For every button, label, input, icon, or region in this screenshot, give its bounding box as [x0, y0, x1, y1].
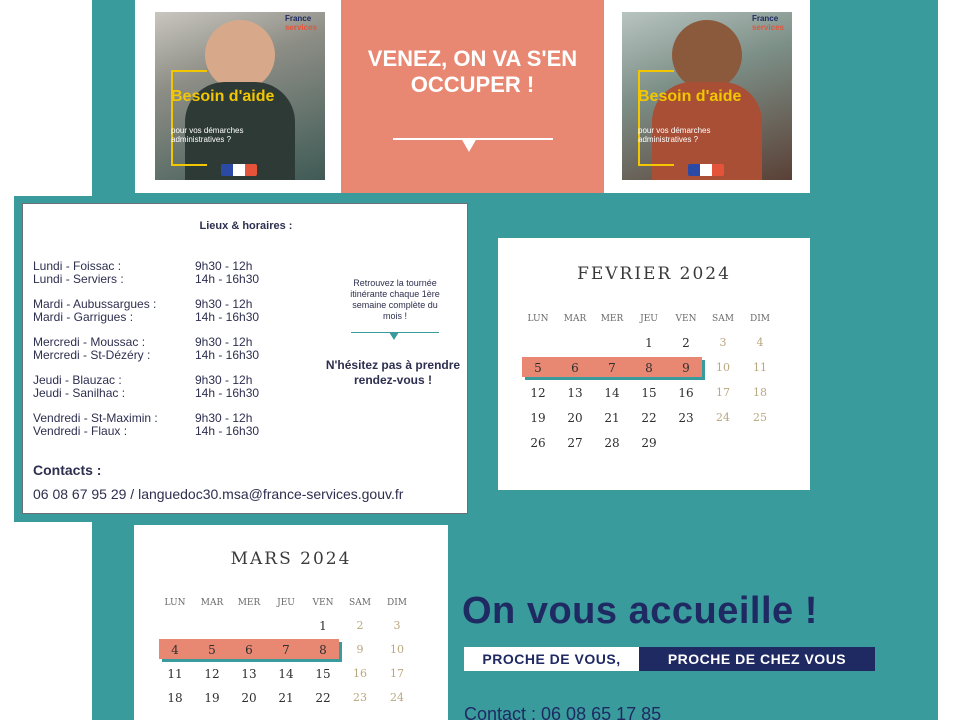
- calendar-day: 18: [167, 691, 183, 705]
- weekday-label: MER: [237, 598, 261, 608]
- calendar-day: 4: [756, 336, 764, 349]
- calendar-day: 21: [604, 411, 620, 425]
- calendar-day: 16: [353, 667, 367, 680]
- weekday-label: MAR: [563, 314, 587, 324]
- calendar-day: 25: [753, 411, 767, 424]
- calendar-title: MARS 2024: [230, 549, 352, 569]
- place: Lundi - Foissac :: [33, 259, 122, 273]
- calendar-march: [134, 525, 448, 720]
- calendar-day: 23: [678, 411, 694, 425]
- weekday-label: LUN: [527, 314, 549, 324]
- calendar-day: 15: [641, 386, 657, 400]
- calendar-day: 19: [530, 411, 546, 425]
- calendar-day: 3: [393, 619, 401, 632]
- weekday-label: DIM: [387, 598, 407, 608]
- besoin-subtext: pour vos démarches administratives ?: [638, 126, 711, 144]
- besoin-heading: Besoin d'aide: [171, 88, 275, 105]
- weekday-label: MER: [600, 314, 624, 324]
- weekday-label: VEN: [675, 314, 697, 324]
- time: 9h30 - 12h: [195, 297, 253, 311]
- besoin-heading: Besoin d'aide: [638, 88, 742, 105]
- calendar-day: 1: [645, 336, 653, 350]
- place: Jeudi - Sanilhac :: [33, 386, 126, 400]
- calendar-day: 17: [716, 386, 730, 399]
- time: 9h30 - 12h: [195, 335, 253, 349]
- calendar-day: 10: [390, 643, 404, 656]
- nhesitez-text: N'hésitez pas à prendre rendez-vous !: [325, 358, 461, 387]
- calendar-day: 8: [319, 643, 327, 657]
- speech-tail-icon: [389, 332, 399, 340]
- calendar-day: 7: [608, 361, 616, 375]
- france-services-logo: [285, 14, 317, 32]
- place: Lundi - Serviers :: [33, 272, 124, 286]
- calendar-day: 7: [282, 643, 290, 657]
- calendar-day: 28: [604, 436, 620, 450]
- venez-text: VENEZ, ON VA S'EN OCCUPER !: [367, 46, 578, 97]
- lieux-title: Lieux & horaires :: [199, 220, 293, 232]
- contacts-label: Contacts :: [33, 462, 102, 478]
- man-photo: [622, 12, 792, 180]
- weekday-label: SAM: [712, 314, 734, 324]
- calendar-day: 29: [641, 436, 657, 450]
- time: 14h - 16h30: [195, 386, 260, 400]
- calendar-day: 19: [204, 691, 220, 705]
- calendar-day: 15: [315, 667, 331, 681]
- woman-head: [205, 20, 275, 90]
- place: Mardi - Garrigues :: [33, 310, 134, 324]
- calendar-day: 11: [167, 667, 183, 681]
- place: Jeudi - Blauzac :: [33, 373, 122, 387]
- logo-line2: services: [284, 23, 317, 32]
- calendar-day: 9: [356, 643, 364, 656]
- calendar-day: 26: [530, 436, 546, 450]
- weekday-label: JEU: [640, 314, 658, 324]
- calendar-day: 5: [208, 643, 216, 657]
- lieux-horaires-panel: [22, 203, 468, 514]
- republique-flag-icon: [221, 164, 257, 176]
- calendar-day: 14: [604, 386, 620, 400]
- yellow-frame: [638, 70, 674, 166]
- time: 9h30 - 12h: [195, 373, 253, 387]
- republique-flag-icon: [688, 164, 724, 176]
- weekday-label: VEN: [312, 598, 334, 608]
- calendar-day: 12: [530, 386, 546, 400]
- calendar-day: 6: [245, 643, 253, 657]
- schedule-group: [33, 374, 285, 400]
- besoin-subtext: pour vos démarches administratives ?: [171, 126, 244, 144]
- calendar-day: 5: [534, 361, 542, 375]
- contacts-line: 06 08 67 95 29 / languedoc30.msa@france-services.gouv.fr: [33, 486, 404, 502]
- man-head: [672, 20, 742, 90]
- tournee-note: Retrouvez la tournée itinérante chaque 1ère semaine complète du mois !: [350, 278, 440, 321]
- place: Mercredi - St-Dézéry :: [33, 348, 151, 362]
- top-banner: [135, 0, 810, 193]
- calendar-day: 21: [278, 691, 294, 705]
- calendar-day: 12: [204, 667, 220, 681]
- speech-tail-icon: [461, 138, 477, 152]
- calendar-day: 2: [682, 336, 690, 350]
- time: 14h - 16h30: [195, 272, 260, 286]
- calendar-day: 20: [241, 691, 257, 705]
- place: Mercredi - Moussac :: [33, 335, 146, 349]
- proche-de-vous-pill: PROCHE DE VOUS,: [464, 647, 639, 671]
- logo-line1: France: [751, 14, 779, 23]
- time: 9h30 - 12h: [195, 259, 253, 273]
- accueil-heading: On vous accueille !: [462, 590, 818, 632]
- calendar-day: 16: [678, 386, 694, 400]
- logo-line2: services: [751, 23, 784, 32]
- time: 14h - 16h30: [195, 348, 260, 362]
- calendar-day: 23: [353, 691, 367, 704]
- calendar-day: 24: [716, 411, 730, 424]
- calendar-day: 24: [390, 691, 404, 704]
- schedule-group: [33, 412, 285, 438]
- place: Vendredi - St-Maximin :: [33, 411, 158, 425]
- contact-phone: Contact : 06 08 65 17 85: [464, 704, 662, 720]
- calendar-february: [498, 238, 810, 490]
- calendar-day: 1: [319, 619, 327, 633]
- place: Vendredi - Flaux :: [33, 424, 128, 438]
- calendar-day: 17: [390, 667, 404, 680]
- time: 9h30 - 12h: [195, 411, 253, 425]
- proche-de-chez-vous-pill: PROCHE DE CHEZ VOUS: [639, 647, 875, 671]
- weekday-label: DIM: [750, 314, 770, 324]
- weekday-label: SAM: [349, 598, 371, 608]
- calendar-day: 9: [682, 361, 690, 375]
- calendar-day: 2: [356, 619, 364, 632]
- venez-panel: [341, 0, 604, 193]
- schedule-list: [33, 260, 285, 450]
- place: Mardi - Aubussargues :: [33, 297, 157, 311]
- schedule-group: [33, 336, 285, 362]
- woman-photo: [155, 12, 325, 180]
- time: 14h - 16h30: [195, 424, 260, 438]
- calendar-day: 22: [641, 411, 657, 425]
- logo-line1: France: [284, 14, 312, 23]
- calendar-day: 8: [645, 361, 653, 375]
- calendar-day: 27: [567, 436, 583, 450]
- calendar-day: 14: [278, 667, 294, 681]
- weekday-label: LUN: [164, 598, 186, 608]
- yellow-frame: [171, 70, 207, 166]
- schedule-group: [33, 298, 285, 324]
- schedule-group: [33, 260, 285, 286]
- time: 14h - 16h30: [195, 310, 260, 324]
- calendar-title: FEVRIER 2024: [577, 264, 731, 284]
- calendar-day: 20: [567, 411, 583, 425]
- calendar-day: 13: [241, 667, 257, 681]
- calendar-day: 6: [571, 361, 579, 375]
- weekday-label: MAR: [200, 598, 224, 608]
- france-services-logo: [752, 14, 784, 32]
- calendar-day: 18: [753, 386, 767, 399]
- calendar-day: 22: [315, 691, 331, 705]
- calendar-day: 11: [753, 361, 767, 374]
- calendar-day: 13: [567, 386, 583, 400]
- calendar-day: 4: [171, 643, 179, 657]
- calendar-day: 10: [716, 361, 730, 374]
- weekday-label: JEU: [277, 598, 295, 608]
- calendar-day: 3: [719, 336, 727, 349]
